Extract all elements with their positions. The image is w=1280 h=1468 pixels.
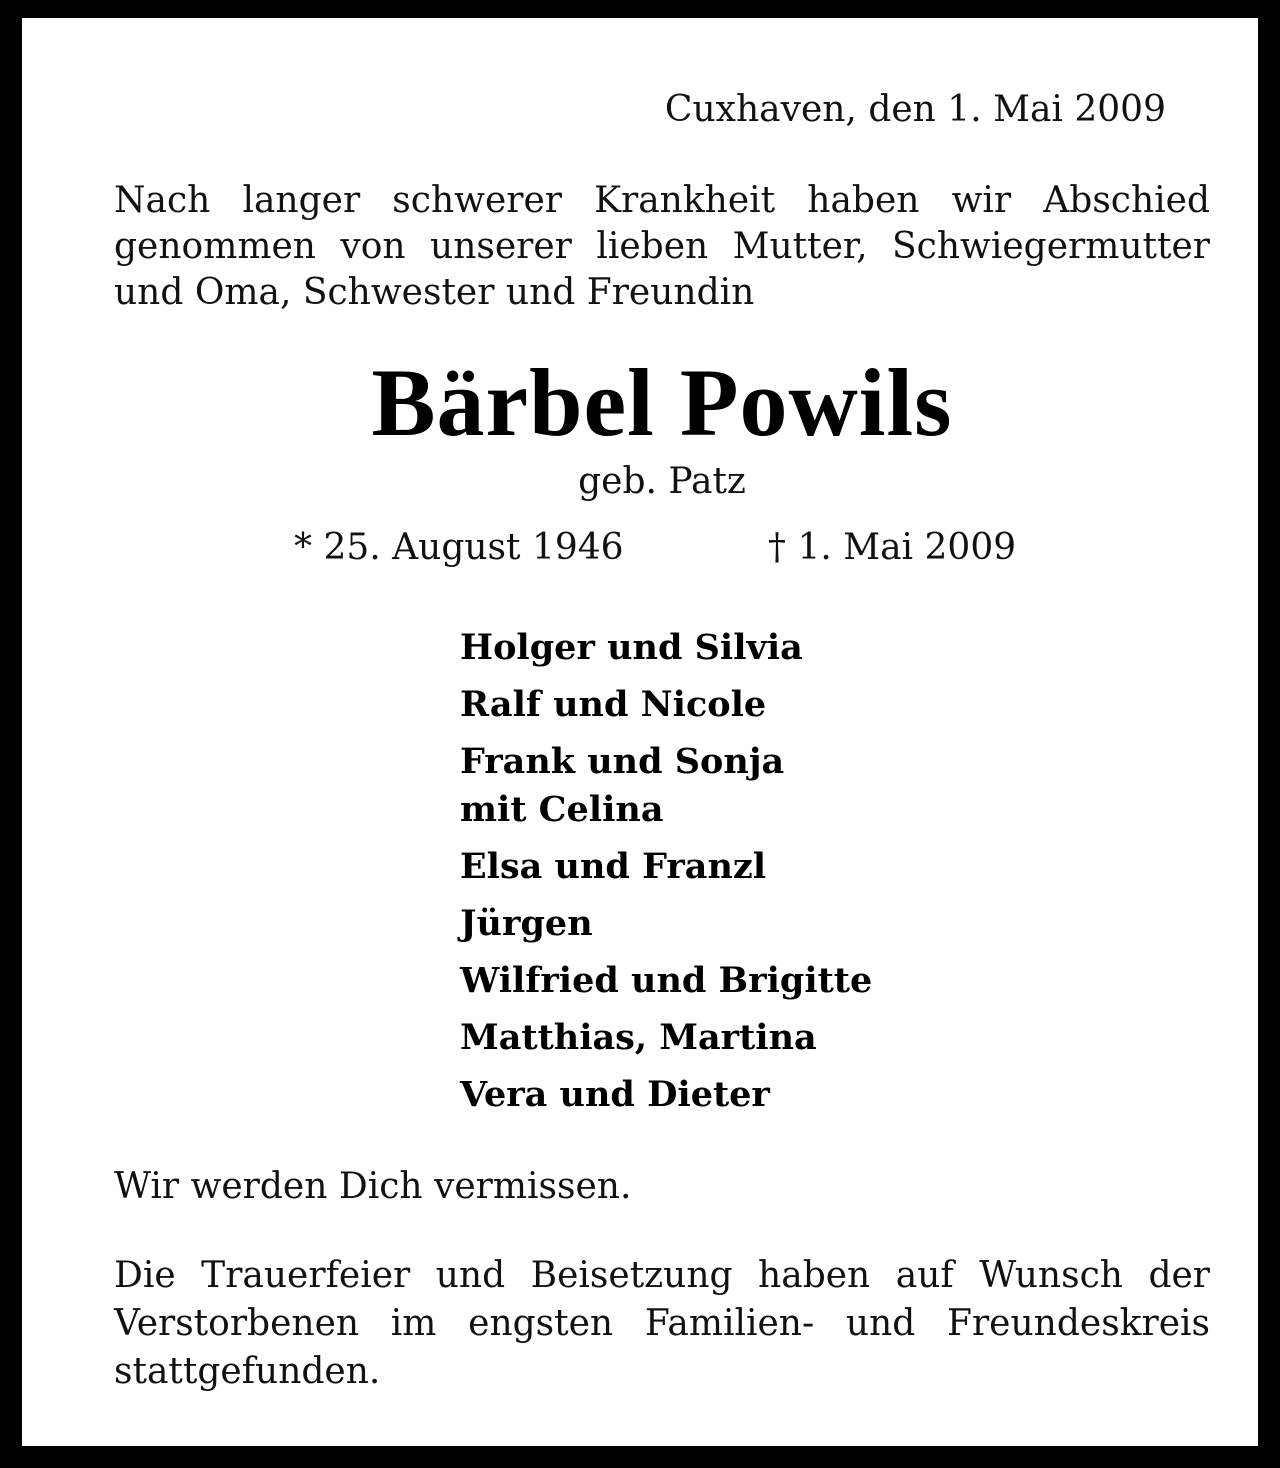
death-date: † 1. Mai 2009 — [768, 527, 1017, 568]
maiden-name: geb. Patz — [578, 461, 746, 502]
mourner-entry: Elsa und Franzl — [460, 846, 767, 887]
mourner-entry: Holger und Silvia — [460, 627, 803, 668]
mourner-entry: Matthias, Martina — [460, 1017, 817, 1058]
ceremony-text — [114, 1252, 1210, 1396]
birth-date: * 25. August 1946 — [294, 527, 624, 568]
mourner-entry: Frank und Sonja — [460, 741, 785, 782]
ceremony-line: stattgefunden. — [114, 1351, 381, 1392]
intro-text — [114, 178, 1210, 316]
intro-line: genommen von unserer lieben Mutter, Schwiegermutter — [114, 226, 1210, 267]
intro-line: und Oma, Schwester und Freundin — [114, 272, 755, 313]
mourner-entry: Ralf und Nicole — [460, 684, 767, 725]
mourner-entry: Vera und Dieter — [460, 1074, 770, 1115]
closing-line: Wir werden Dich vermissen. — [114, 1166, 632, 1207]
mourner-entry: Jürgen — [460, 903, 593, 944]
ceremony-line: Die Trauerfeier und Beisetzung haben auf Wunsch der — [114, 1255, 1210, 1296]
mourners-list — [460, 624, 1020, 1128]
place-date: Cuxhaven, den 1. Mai 2009 — [664, 89, 1166, 130]
deceased-name: Bärbel Powils — [371, 349, 953, 456]
intro-line: Nach langer schwerer Krankheit haben wir Abschied — [114, 180, 1210, 221]
mourner-entry: mit Celina — [460, 789, 664, 830]
mourner-entry: Wilfried und Brigitte — [460, 960, 873, 1001]
ceremony-line: Verstorbenen im engsten Familien- und Freundeskreis — [114, 1303, 1210, 1344]
